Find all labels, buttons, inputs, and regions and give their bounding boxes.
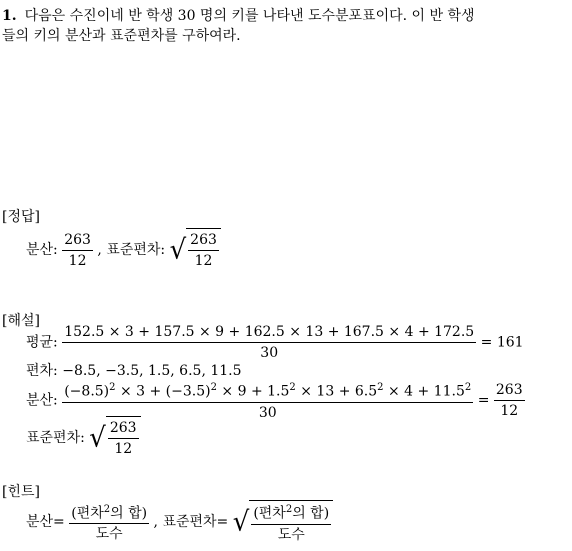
std-numerator: 263 xyxy=(108,420,139,439)
variance-result-fraction xyxy=(494,382,525,419)
question-number: 1. xyxy=(2,8,17,24)
deviation-row xyxy=(26,360,242,380)
std-row xyxy=(26,416,141,460)
sqrt-sign-icon: √ xyxy=(232,506,250,538)
hint-std-denominator: 도수 xyxy=(277,526,305,543)
hint-variance-denominator: 도수 xyxy=(95,526,123,543)
answer-separator: , 표준편차: xyxy=(97,242,166,258)
answer-variance-denominator: 12 xyxy=(68,252,87,269)
std-label: 표준편차: xyxy=(26,430,85,446)
answer-std-numerator: 263 xyxy=(188,232,219,251)
question-line-2: 들의 키의 분산과 표준편차를 구하여라. xyxy=(2,28,241,44)
question-text-1: 다음은 수진이네 반 학생 30 명의 키를 나타낸 도수분포표이다. 이 반 학생 xyxy=(24,8,475,24)
hint-separator: , 표준편차= xyxy=(153,514,229,530)
hint-variance-label: 분산= xyxy=(26,514,65,530)
variance-denominator: 30 xyxy=(258,404,277,421)
mean-fraction xyxy=(62,324,476,361)
hint-header: [힌트] xyxy=(2,484,40,500)
variance-fraction xyxy=(62,380,473,421)
mean-label: 평균: xyxy=(26,334,58,351)
hint-variance-fraction xyxy=(69,502,149,543)
answer-header: [정답] xyxy=(2,209,40,225)
variance-equals: = xyxy=(477,392,490,409)
answer-variance-numerator: 263 xyxy=(62,232,93,251)
deviation-values: −8.5, −3.5, 1.5, 6.5, 11.5 xyxy=(62,363,242,379)
mean-result: = 161 xyxy=(480,334,524,351)
mean-row xyxy=(26,324,524,361)
variance-numerator: $(-8.5)^2 \times 3 + (-3.5)^2 \times 9 + 1.5^2 \times 13 + 6.5^2 \times 4 + 11.5^2$ xyxy=(62,380,473,403)
answer-variance-fraction xyxy=(62,232,93,269)
hint-std-numerator: (편차$^2$의 합) xyxy=(251,502,331,525)
variance-result-denominator: 12 xyxy=(500,402,519,419)
mean-numerator: 152.5 × 3 + 157.5 × 9 + 162.5 × 13 + 167.5 × 4 + 172.5 xyxy=(62,324,476,343)
answer-row xyxy=(26,228,221,272)
sqrt-sign-icon: √ xyxy=(169,234,187,266)
std-fraction xyxy=(108,420,139,457)
explanation-header: [해설] xyxy=(2,313,40,329)
mean-denominator: 30 xyxy=(260,345,279,361)
sqrt-sign-icon: √ xyxy=(89,422,106,454)
std-sqrt xyxy=(89,416,140,460)
variance-result-numerator: 263 xyxy=(494,382,525,401)
hint-variance-numerator: (편차$^2$의 합) xyxy=(69,502,149,525)
hint-row xyxy=(26,500,333,544)
answer-std-sqrt xyxy=(170,228,221,272)
answer-variance-label: 분산: xyxy=(26,242,58,258)
std-denominator: 12 xyxy=(114,441,133,457)
hint-std-sqrt xyxy=(233,500,333,544)
hint-std-fraction xyxy=(251,502,331,543)
answer-std-fraction xyxy=(188,232,219,269)
deviation-label: 편차: xyxy=(26,363,58,379)
answer-std-denominator: 12 xyxy=(194,253,213,269)
variance-label: 분산: xyxy=(26,392,58,409)
